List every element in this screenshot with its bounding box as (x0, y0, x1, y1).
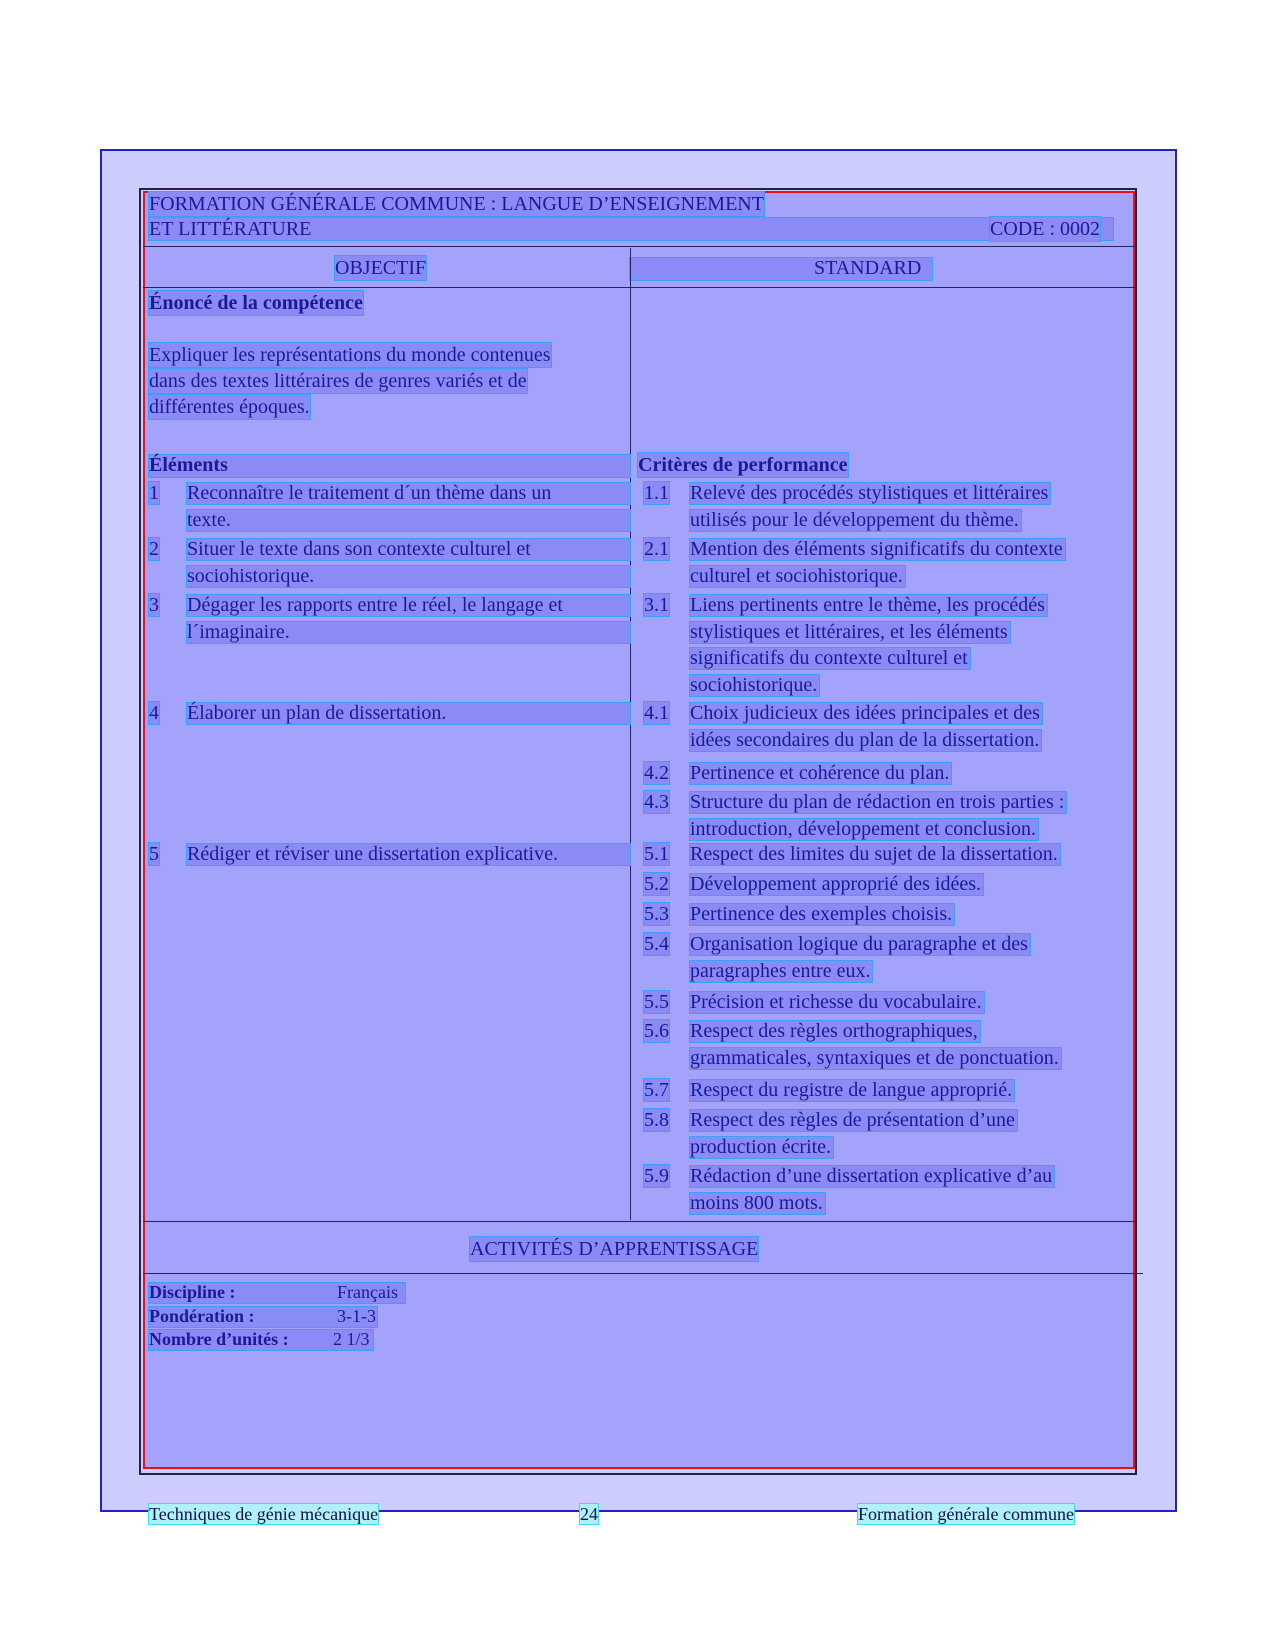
competence-line: dans des textes littéraires de genres variés et de (149, 370, 527, 392)
activities-top-divider (143, 1221, 1135, 1222)
item-text-line: Situer le texte dans son contexte culturel et (187, 538, 531, 560)
units-label: Nombre d’unités : (149, 1329, 289, 1349)
item-number: 5.8 (644, 1109, 669, 1131)
discipline-label: Discipline : (149, 1282, 236, 1302)
item-text-line: Développement approprié des idées. (690, 873, 982, 895)
form-title-line1: FORMATION GÉNÉRALE COMMUNE : LANGUE D’ENSEIGNEMENT (149, 193, 764, 215)
item-text-line: Élaborer un plan de dissertation. (187, 702, 447, 724)
item-number: 5.6 (644, 1020, 669, 1042)
columns-divider (143, 287, 1135, 288)
item-text-line: l´imaginaire. (187, 620, 290, 643)
column-standard: STANDARD (814, 257, 922, 279)
item-number: 4 (149, 702, 159, 724)
item-text-line: introduction, développement et conclusion. (690, 817, 1037, 840)
item-text-line: Relevé des procédés stylistiques et littéraires (690, 482, 1049, 504)
activities-bottom-divider (143, 1273, 1143, 1274)
item-number: 5.1 (644, 843, 669, 865)
ponderation-value: 3-1-3 (337, 1306, 376, 1326)
item-text-line: texte. (187, 508, 231, 531)
item-text-line: sociohistorique. (187, 564, 315, 587)
item-text-line: Reconnaître le traitement d´un thème dans un (187, 482, 552, 504)
item-text-line: Choix judicieux des idées principales et des (690, 702, 1040, 724)
item-text-line: Respect des limites du sujet de la dissertation. (690, 843, 1058, 865)
item-text-line: Dégager les rapports entre le réel, le langage et (187, 594, 563, 616)
item-text-line: Rédaction d’une dissertation explicative d’au (690, 1165, 1053, 1187)
item-text-line: Organisation logique du paragraphe et des (690, 933, 1028, 955)
discipline-value: Français (337, 1282, 398, 1302)
item-text-line: Respect des règles de présentation d’une (690, 1109, 1015, 1131)
activities-heading: ACTIVITÉS D’APPRENTISSAGE (470, 1238, 759, 1260)
item-text-line: Respect des règles orthographiques, (690, 1020, 978, 1042)
item-text-line: Structure du plan de rédaction en trois parties : (690, 791, 1065, 813)
item-number: 1 (149, 482, 159, 504)
footer-left: Techniques de génie mécanique (149, 1504, 379, 1524)
item-number: 5.2 (644, 873, 669, 895)
item-text-line: Mention des éléments significatifs du contexte (690, 538, 1063, 560)
elements-heading: Éléments (149, 454, 228, 476)
item-number: 5.5 (644, 991, 669, 1013)
item-text-line: paragraphes entre eux. (690, 959, 871, 982)
competence-line: Expliquer les représentations du monde contenues (149, 344, 551, 366)
item-text-line: grammaticales, syntaxiques et de ponctuation. (690, 1046, 1059, 1069)
item-text-line: stylistiques et littéraires, et les éléments (690, 620, 1008, 643)
footer-page-number: 24 (580, 1504, 598, 1524)
item-text-line: idées secondaires du plan de la dissertation. (690, 728, 1040, 751)
item-number: 3.1 (644, 594, 669, 616)
column-objectif: OBJECTIF (335, 257, 427, 279)
line-band (187, 510, 630, 531)
item-number: 5.9 (644, 1165, 669, 1187)
item-text-line: production écrite. (690, 1135, 832, 1158)
ponderation-label: Pondération : (149, 1306, 255, 1326)
item-text-line: Liens pertinents entre le thème, les procédés (690, 594, 1045, 616)
item-text-line: Respect du registre de langue approprié. (690, 1079, 1013, 1101)
item-text-line: Précision et richesse du vocabulaire. (690, 991, 982, 1013)
item-number: 4.2 (644, 762, 669, 784)
item-text-line: Pertinence et cohérence du plan. (690, 762, 950, 784)
column-separator (630, 248, 631, 1220)
item-number: 5 (149, 843, 159, 865)
item-number: 1.1 (644, 482, 669, 504)
item-text-line: utilisés pour le développement du thème. (690, 508, 1019, 531)
item-text-line: significatifs du contexte culturel et (690, 647, 968, 669)
item-number: 4.1 (644, 702, 669, 724)
item-number: 5.3 (644, 903, 669, 925)
item-text-line: sociohistorique. (690, 673, 818, 696)
item-number: 4.3 (644, 791, 669, 813)
item-number: 5.4 (644, 933, 669, 955)
item-text-line: culturel et sociohistorique. (690, 564, 903, 587)
header-divider (143, 246, 1135, 247)
competence-line: différentes époques. (149, 396, 310, 418)
item-text-line: moins 800 mots. (690, 1191, 823, 1214)
item-text-line: Rédiger et réviser une dissertation explicative. (187, 843, 558, 865)
item-text-line: Pertinence des exemples choisis. (690, 903, 953, 925)
item-number: 3 (149, 594, 159, 616)
item-number: 2.1 (644, 538, 669, 560)
units-value: 2 1/3 (333, 1329, 370, 1349)
form-code: CODE : 0002 (990, 218, 1100, 240)
criteria-heading: Critères de performance (638, 454, 848, 476)
item-number: 2 (149, 538, 159, 560)
competence-heading: Énoncé de la compétence (149, 292, 363, 314)
item-number: 5.7 (644, 1079, 669, 1101)
footer-right: Formation générale commune (858, 1504, 1074, 1524)
form-title-line2: ET LITTÉRATURE (149, 218, 312, 240)
